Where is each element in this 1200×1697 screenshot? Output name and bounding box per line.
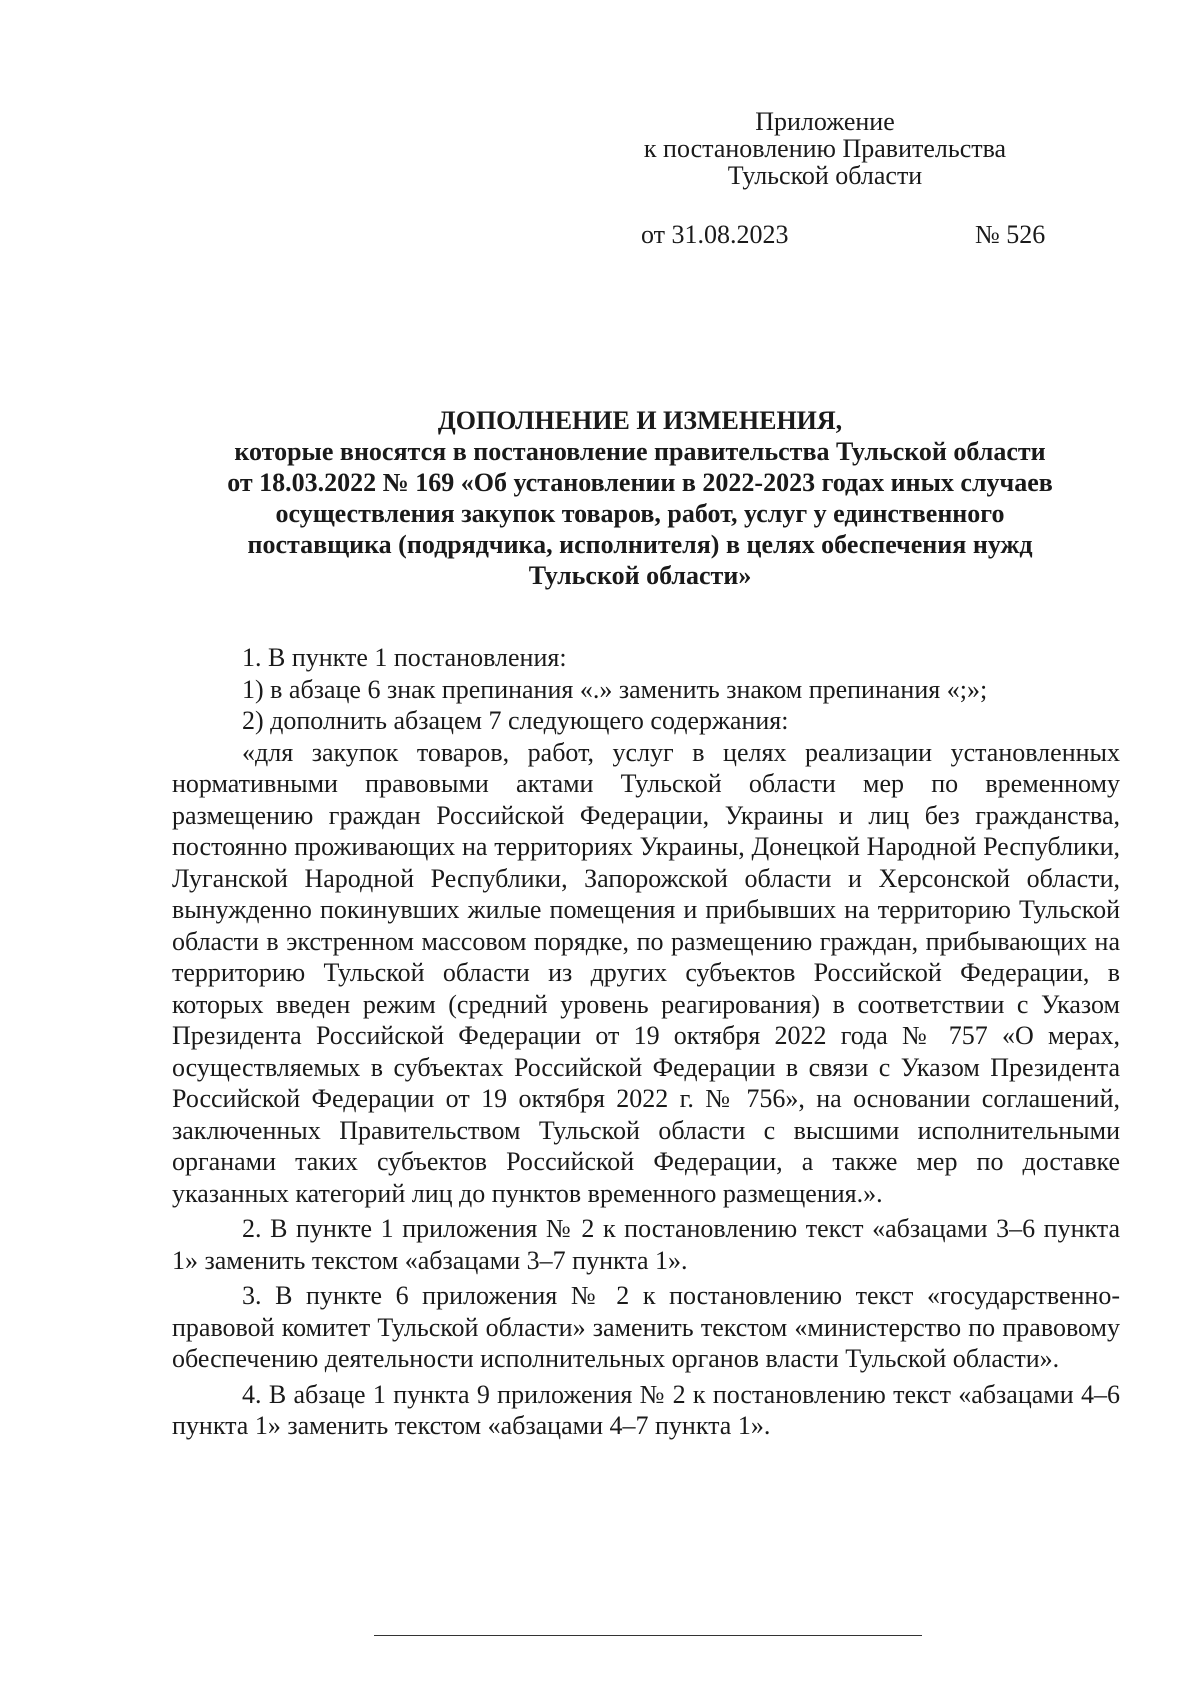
title-line-4: поставщика (подрядчика, исполнителя) в целях обеспечения нужд: [247, 530, 1033, 559]
title-line-1: которые вносятся в постановление правительства Тульской области: [234, 437, 1046, 466]
title-line-3: осуществления закупок товаров, работ, услуг у единственного: [275, 499, 1005, 528]
paragraph-3: 3. В пункте 6 приложения № 2 к постановлению текст «государственно-правовой комитет Тульской области» заменить текстом «министерство по правовому обеспечению деятельности исполнительных органов власти Тульской области».: [172, 1281, 1120, 1373]
title-line-2: от 18.03.2022 № 169 «Об установлении в 2022-2023 годах иных случаев: [227, 468, 1053, 497]
appendix-line-1: Приложение: [755, 107, 895, 136]
title-line-5: Тульской области»: [528, 561, 752, 590]
quoted-paragraph-7: «для закупок товаров, работ, услуг в целях реализации установленных нормативными правовыми актами Тульской области мер по временному размещению граждан Российской Федерации, Украины и лиц без гражданства, постоянно проживающих на территориях Украины, Донецкой Народной Республики, Луганской Народной Республики, Запорожской области и Херсонской области, вынужденно покинувших жилые помещения и прибывших на территорию Тульской области в экстренном массовом порядке, по размещению граждан, прибывающих на территорию Тульской области из других субъектов Российской Федерации, в которых введен режим (средний уровень реагирования) в соответствии с Указом Президента Российской Федерации от 19 октября 2022 года № 757 «О мерах, осуществляемых в субъектах Российской Федерации в связи с Указом Президента Российской Федерации от 19 октября 2022 г. № 756», на основании соглашений, заключенных Правительством Тульской области с высшими исполнительными органами таких субъектов Российской Федерации, а также мер по доставке указанных категорий лиц до пунктов временного размещения.».: [172, 737, 1120, 1208]
paragraph-4: 4. В абзаце 1 пункта 9 приложения № 2 к постановлению текст «абзацами 4–6 пункта 1» заменить текстом «абзацами 4–7 пункта 1».: [172, 1379, 1120, 1440]
end-divider-line: [374, 1635, 922, 1636]
title-heading: ДОПОЛНЕНИЕ И ИЗМЕНЕНИЯ,: [437, 406, 843, 435]
appendix-line-2: к постановлению Правительства: [643, 134, 1007, 163]
paragraph-1: 1. В пункте 1 постановления:: [242, 643, 567, 672]
document-title: [170, 405, 1110, 591]
document-number: № 526: [975, 220, 1046, 249]
paragraph-1-item-1: 1) в абзаце 6 знак препинания «.» заменить знаком препинания «;»;: [242, 674, 988, 704]
paragraph-1-item-2: 2) дополнить абзацем 7 следующего содержания:: [242, 706, 789, 735]
paragraph-2: 2. В пункте 1 приложения № 2 к постановлению текст «абзацами 3–6 пункта 1» заменить текстом «абзацами 3–7 пункта 1».: [172, 1214, 1120, 1275]
appendix-header: [600, 108, 1050, 189]
document-body: [172, 642, 1120, 1442]
document-date: от 31.08.2023: [641, 220, 789, 249]
appendix-line-3: Тульской области: [727, 161, 923, 190]
